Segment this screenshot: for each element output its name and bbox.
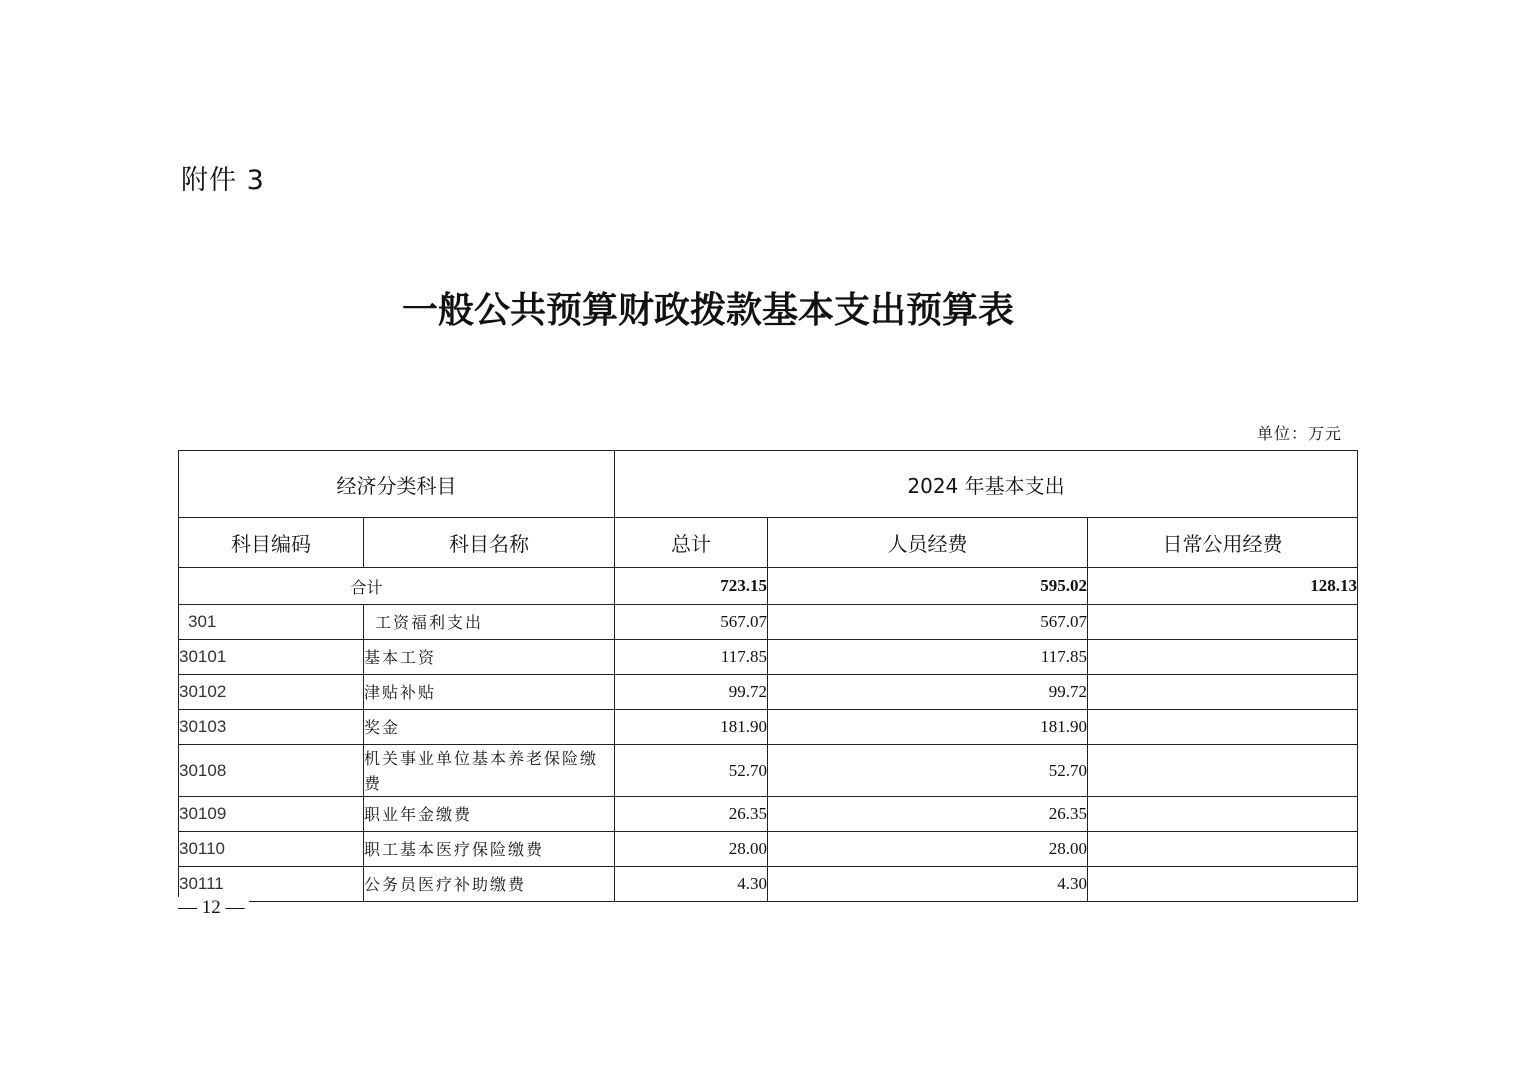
- row-code: 301: [179, 605, 364, 640]
- header-personnel: 人员经费: [768, 518, 1088, 568]
- total-personnel: 595.02: [768, 568, 1088, 605]
- row-public: [1088, 640, 1358, 675]
- row-total: 26.35: [615, 797, 768, 832]
- row-name: 奖金: [364, 710, 615, 745]
- budget-table: [178, 450, 1358, 902]
- table-row: [179, 605, 1358, 640]
- table-row: [179, 640, 1358, 675]
- row-name: 津贴补贴: [364, 675, 615, 710]
- row-total: 181.90: [615, 710, 768, 745]
- row-personnel: 28.00: [768, 832, 1088, 867]
- row-name: 机关事业单位基本养老保险缴费: [364, 745, 615, 797]
- row-personnel: 181.90: [768, 710, 1088, 745]
- header-code: 科目编码: [179, 518, 364, 568]
- header-year-expense: 2024 年基本支出: [615, 451, 1358, 518]
- row-personnel: 4.30: [768, 867, 1088, 902]
- row-code: 30102: [179, 675, 364, 710]
- table-row: [179, 832, 1358, 867]
- table-row: [179, 675, 1358, 710]
- unit-label: 单位：万元: [1257, 424, 1343, 443]
- row-name: 职业年金缴费: [364, 797, 615, 832]
- header-total: 总计: [615, 518, 768, 568]
- row-total: 28.00: [615, 832, 768, 867]
- row-name: 工资福利支出: [364, 605, 615, 640]
- row-public: [1088, 675, 1358, 710]
- group-header-row: [179, 451, 1358, 518]
- row-code: 30108: [179, 745, 364, 797]
- row-code: 30109: [179, 797, 364, 832]
- total-label: 合计: [179, 568, 615, 605]
- row-public: [1088, 710, 1358, 745]
- page-title: 一般公共预算财政拨款基本支出预算表: [401, 289, 1014, 331]
- row-public: [1088, 867, 1358, 902]
- row-code: 30111: [179, 867, 364, 902]
- table-row: [179, 710, 1358, 745]
- row-name: 职工基本医疗保险缴费: [364, 832, 615, 867]
- row-name: 公务员医疗补助缴费: [364, 867, 615, 902]
- total-row: [179, 568, 1358, 605]
- row-code: 30110: [179, 832, 364, 867]
- attachment-label: 附件 3: [181, 165, 265, 196]
- row-personnel: 26.35: [768, 797, 1088, 832]
- row-code: 30103: [179, 710, 364, 745]
- row-personnel: 52.70: [768, 745, 1088, 797]
- row-total: 52.70: [615, 745, 768, 797]
- row-total: 567.07: [615, 605, 768, 640]
- total-total: 723.15: [615, 568, 768, 605]
- header-name: 科目名称: [364, 518, 615, 568]
- table-row: [179, 745, 1358, 797]
- row-personnel: 117.85: [768, 640, 1088, 675]
- row-total: 4.30: [615, 867, 768, 902]
- total-public: 128.13: [1088, 568, 1358, 605]
- page-number: — 12 —: [178, 897, 249, 919]
- table-row: [179, 867, 1358, 902]
- row-public: [1088, 832, 1358, 867]
- row-public: [1088, 605, 1358, 640]
- row-public: [1088, 797, 1358, 832]
- column-header-row: [179, 518, 1358, 568]
- row-total: 99.72: [615, 675, 768, 710]
- header-classification: 经济分类科目: [179, 451, 615, 518]
- row-name: 基本工资: [364, 640, 615, 675]
- row-personnel: 99.72: [768, 675, 1088, 710]
- row-code: 30101: [179, 640, 364, 675]
- row-total: 117.85: [615, 640, 768, 675]
- header-public: 日常公用经费: [1088, 518, 1358, 568]
- table-row: [179, 797, 1358, 832]
- row-personnel: 567.07: [768, 605, 1088, 640]
- row-public: [1088, 745, 1358, 797]
